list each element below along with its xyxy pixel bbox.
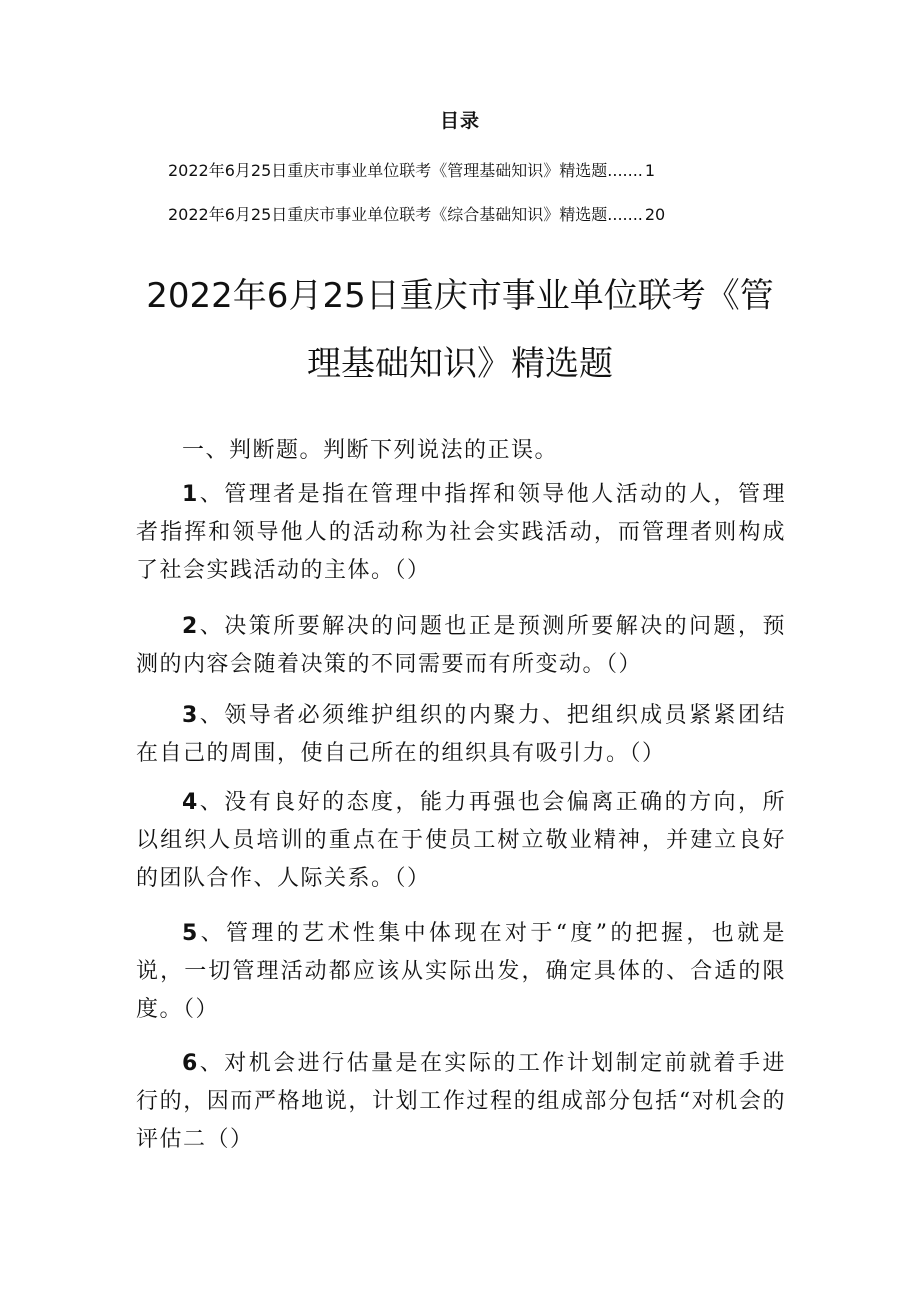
question-text: 、决策所要解决的问题也正是预测所要解决的问题，预测的内容会随着决策的不同需要而有所变动。（） [136,614,786,677]
document-title-line-1: 2022年6月25日重庆市事业单位联考《管 [146,276,774,316]
toc-entry-leader: ....... [607,161,643,180]
question-text: 、领导者必须维护组织的内聚力、把组织成员紧紧团结在自己的周围，使自己所在的组织具有吸引力。（） [136,703,786,766]
section-heading: 一、判断题。判断下列说法的正误。 [182,438,559,463]
question-text: 、管理的艺术性集中体现在对于“度”的把握，也就是说，一切管理活动都应该从实际出发，确定具体的、合适的限度。（） [136,921,786,1022]
toc-entry[interactable] [168,158,655,181]
question-text: 、管理者是指在管理中指挥和领导他人活动的人，管理者指挥和领导他人的活动称为社会实践活动，而管理者则构成了社会实践活动的主体。（） [136,482,786,583]
question-item [136,915,786,1029]
document-title-line-2: 理基础知识》精选题 [307,344,613,384]
toc-entry-leader: ....... [607,205,643,224]
question-item [136,1045,786,1159]
question-text: 、没有良好的态度，能力再强也会偏离正确的方向，所以组织人员培训的重点在于使员工树立敬业精神，并建立良好的团队合作、人际关系。（） [136,790,786,891]
question-number: 6 [182,1051,199,1076]
question-item [136,697,786,773]
toc-entry-page: 20 [644,205,666,224]
question-item [136,476,786,590]
toc-entry-text: 2022年6月25日重庆市事业单位联考《管理基础知识》精选题 [168,161,608,180]
question-text: 、对机会进行估量是在实际的工作计划制定前就着手进行的，因而严格地说，计划工作过程的组成部分包括“对机会的评估二（） [136,1051,786,1152]
question-number: 5 [182,921,199,946]
toc-title: 目录 [439,110,480,132]
toc-entry-text: 2022年6月25日重庆市事业单位联考《综合基础知识》精选题 [168,205,608,224]
question-number: 3 [182,703,199,728]
question-number: 2 [182,614,199,639]
question-item [136,784,786,898]
question-number: 1 [182,482,199,507]
question-item [136,608,786,684]
question-number: 4 [182,790,199,815]
toc-entry-page: 1 [644,161,656,180]
toc-entry[interactable] [168,202,665,225]
